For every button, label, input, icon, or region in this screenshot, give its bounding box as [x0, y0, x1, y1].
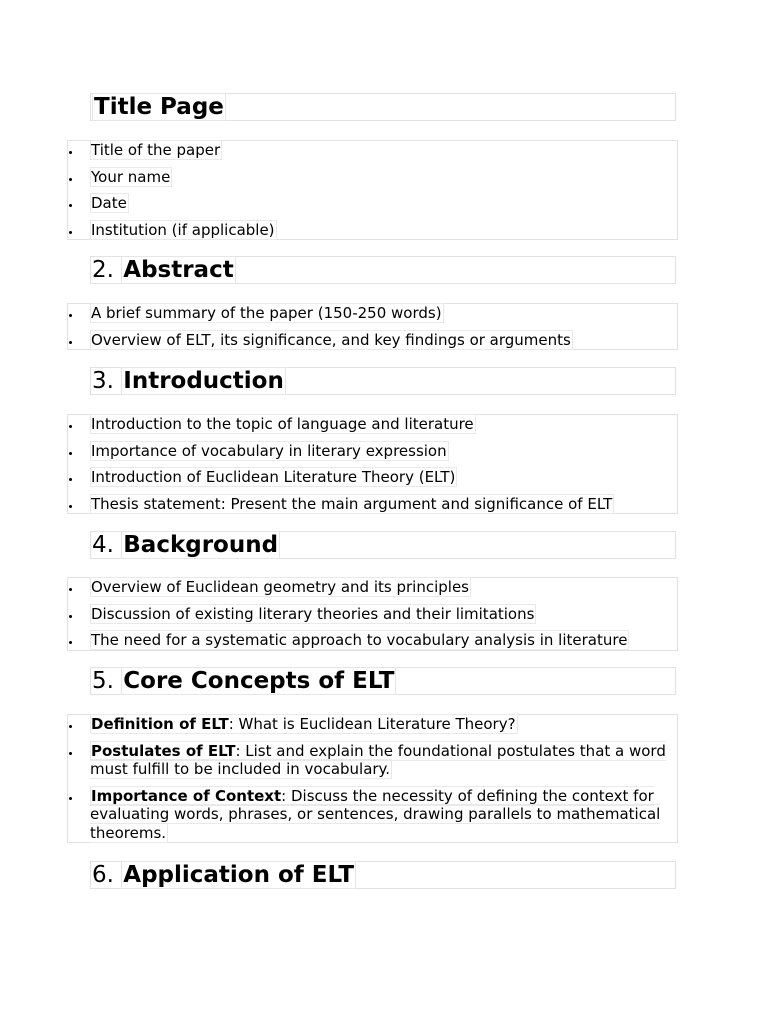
term: Postulates of ELT	[91, 741, 236, 760]
section-number: 5.	[92, 668, 114, 694]
list-item: The need for a systematic approach to vocabulary analysis in literature	[68, 631, 677, 650]
list-item: Introduction of Euclidean Literature Theory (ELT)	[68, 468, 677, 487]
list-item: Introduction to the topic of language and literature	[68, 415, 677, 434]
list-item: Postulates of ELT: List and explain the foundational postulates that a word must fulfill to be included in vocabulary.	[68, 742, 677, 779]
section-number: 4.	[92, 532, 114, 558]
section-number: 6.	[92, 862, 114, 888]
section-number: 2.	[92, 257, 114, 283]
section-list-background	[67, 577, 678, 651]
list-item: Importance of Context: Discuss the necessity of defining the context for evaluating words, phrases, or sentences, drawing parallels to mathematical theorems.	[68, 787, 677, 843]
section-heading-core-concepts	[90, 667, 676, 695]
list-item: Date	[68, 194, 677, 213]
term: Definition of ELT	[91, 715, 229, 733]
list-item: A brief summary of the paper (150-250 words)	[68, 304, 677, 323]
section-title: Abstract	[123, 257, 234, 283]
list-item: Your name	[68, 168, 677, 187]
section-title: Introduction	[123, 368, 284, 394]
list-item: Thesis statement: Present the main argument and significance of ELT	[68, 495, 677, 514]
section-heading-title-page	[90, 93, 676, 121]
section-title: Background	[123, 532, 279, 558]
list-item: Importance of vocabulary in literary expression	[68, 442, 677, 461]
list-item: Discussion of existing literary theories and their limitations	[68, 605, 677, 624]
section-title: Core Concepts of ELT	[123, 668, 395, 694]
list-item: Overview of Euclidean geometry and its principles	[68, 578, 677, 597]
section-heading-background	[90, 531, 676, 559]
list-item: Overview of ELT, its significance, and key findings or arguments	[68, 331, 677, 350]
section-heading-abstract	[90, 256, 676, 284]
list-item: Title of the paper	[68, 141, 677, 160]
section-number: 3.	[92, 368, 114, 394]
section-list-abstract	[67, 303, 678, 350]
section-list-title-page	[67, 140, 678, 240]
section-heading-application	[90, 861, 676, 889]
section-list-introduction	[67, 414, 678, 514]
section-heading-introduction	[90, 367, 676, 395]
section-title: Title Page	[94, 94, 224, 120]
term: Importance of Context	[91, 786, 282, 805]
list-item: Institution (if applicable)	[68, 221, 677, 240]
section-list-core-concepts	[67, 714, 678, 843]
section-title: Application of ELT	[123, 862, 355, 888]
list-item: Definition of ELT: What is Euclidean Literature Theory?	[68, 715, 677, 734]
